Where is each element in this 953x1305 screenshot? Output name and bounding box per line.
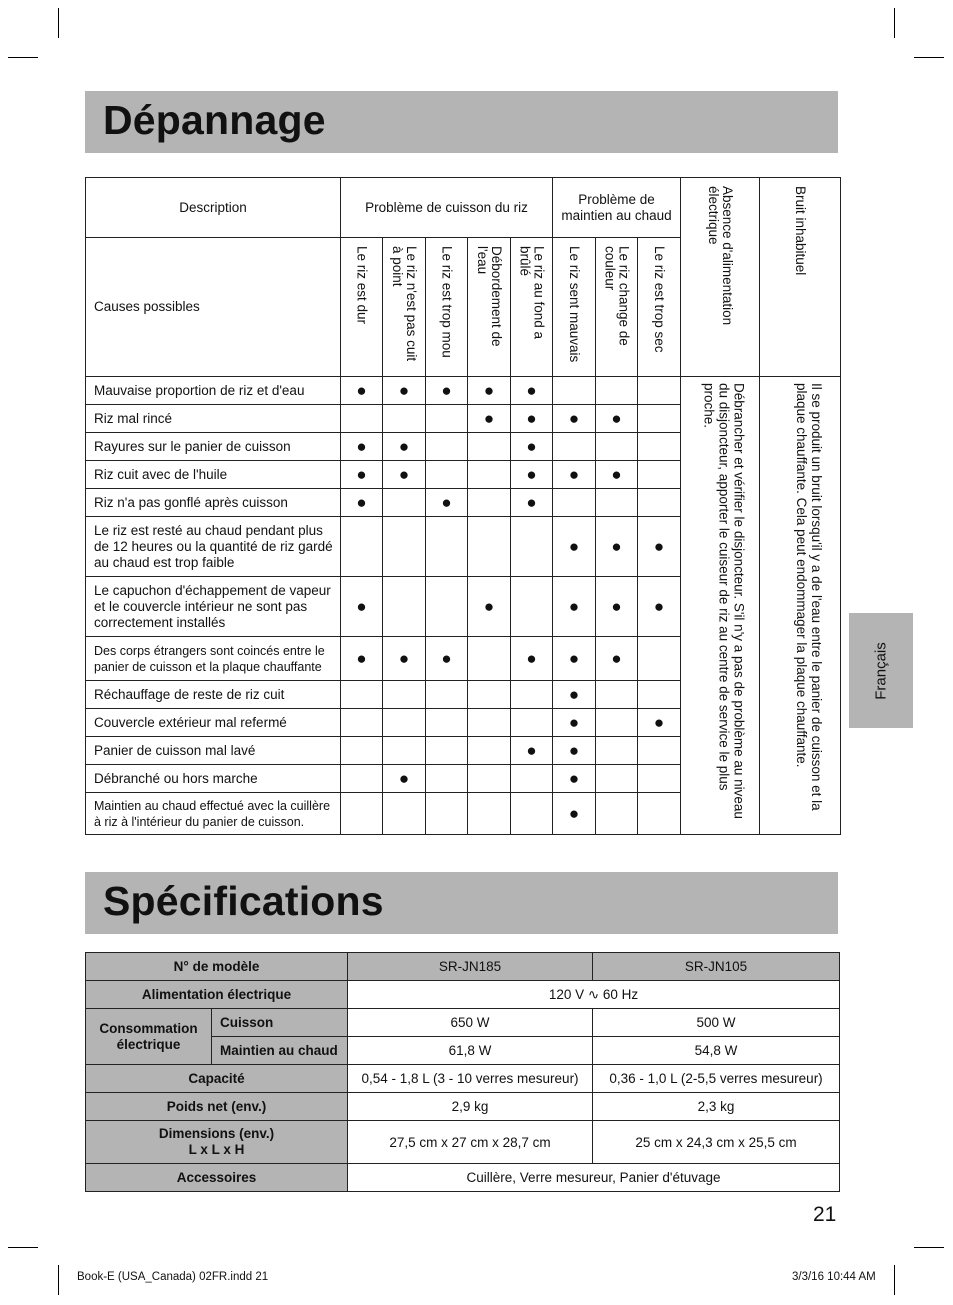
warming-problem-header: Problème de maintien au chaud: [553, 178, 681, 238]
empty-cell: [638, 489, 681, 517]
dot-mark: ●: [468, 577, 511, 637]
footer-datetime: 3/3/16 10:44 AM: [792, 1271, 876, 1283]
dot-mark: ●: [553, 709, 596, 737]
dot-mark: ●: [511, 737, 553, 765]
warming-1: 61,8 W: [348, 1037, 593, 1065]
cause-cell: Mauvaise proportion de riz et d'eau: [86, 377, 341, 405]
weight-1: 2,9 kg: [348, 1093, 593, 1121]
empty-cell: [596, 377, 638, 405]
empty-cell: [383, 517, 426, 577]
cause-cell: Débranché ou hors marche: [86, 765, 341, 793]
empty-cell: [426, 681, 468, 709]
empty-cell: [468, 489, 511, 517]
empty-cell: [511, 517, 553, 577]
accessories-label: Accessoires: [86, 1164, 348, 1192]
symptom-header: Le riz n'est pas cuit à point: [383, 238, 426, 377]
dot-mark: ●: [511, 433, 553, 461]
dot-mark: ●: [596, 517, 638, 577]
power-supply-value: 120 V ∿ 60 Hz: [348, 981, 840, 1009]
empty-cell: [383, 709, 426, 737]
crop-mark: [8, 1247, 38, 1248]
troubleshooting-title: Dépannage: [103, 97, 326, 143]
noise-remedy: Il se produit un bruit lorsqu'il y a de l'eau entre le panier de cuisson et la plaque chauffante. Cela peut endommager la plaque chauffante.: [760, 377, 841, 835]
empty-cell: [383, 737, 426, 765]
crop-mark: [894, 1265, 895, 1295]
dot-mark: ●: [341, 433, 383, 461]
causes-header: Causes possibles: [86, 238, 341, 377]
crop-mark: [58, 1265, 59, 1295]
capacity-1: 0,54 - 1,8 L (3 - 10 verres mesureur): [348, 1065, 593, 1093]
dot-mark: ●: [553, 793, 596, 835]
dot-mark: ●: [341, 577, 383, 637]
dot-mark: ●: [553, 577, 596, 637]
dimensions-2: 25 cm x 24,3 cm x 25,5 cm: [593, 1121, 840, 1164]
empty-cell: [426, 709, 468, 737]
empty-cell: [511, 681, 553, 709]
cause-cell: Riz n'a pas gonflé après cuisson: [86, 489, 341, 517]
empty-cell: [341, 737, 383, 765]
specifications-title: Spécifications: [103, 878, 384, 924]
empty-cell: [468, 765, 511, 793]
dot-mark: ●: [553, 737, 596, 765]
dot-mark: ●: [511, 377, 553, 405]
crop-mark: [914, 1247, 944, 1248]
table-row: [86, 377, 841, 405]
specifications-banner: [85, 872, 838, 934]
empty-cell: [638, 461, 681, 489]
empty-cell: [468, 637, 511, 681]
dot-mark: ●: [553, 517, 596, 577]
dot-mark: ●: [341, 637, 383, 681]
dot-mark: ●: [638, 517, 681, 577]
dot-mark: ●: [426, 489, 468, 517]
empty-cell: [426, 405, 468, 433]
cause-cell: Le capuchon d'échappement de vapeur et le couvercle intérieur ne sont pas correctement installés: [86, 577, 341, 637]
empty-cell: [638, 637, 681, 681]
crop-mark: [8, 57, 38, 58]
empty-cell: [341, 793, 383, 835]
empty-cell: [426, 765, 468, 793]
unusual-noise-header: Bruit inhabituel: [760, 178, 841, 377]
empty-cell: [426, 461, 468, 489]
dot-mark: ●: [468, 405, 511, 433]
empty-cell: [511, 793, 553, 835]
dot-mark: ●: [511, 637, 553, 681]
empty-cell: [426, 517, 468, 577]
dot-mark: ●: [511, 461, 553, 489]
empty-cell: [468, 793, 511, 835]
empty-cell: [638, 681, 681, 709]
consumption-label: Consommation électrique: [86, 1009, 212, 1065]
dot-mark: ●: [553, 461, 596, 489]
troubleshooting-banner: [85, 91, 838, 153]
empty-cell: [596, 709, 638, 737]
empty-cell: [426, 793, 468, 835]
empty-cell: [638, 793, 681, 835]
power-supply-label: Alimentation électrique: [86, 981, 348, 1009]
cooking-1: 650 W: [348, 1009, 593, 1037]
power-failure-header: Absence d'alimentation électrique: [681, 178, 760, 377]
dot-mark: ●: [383, 765, 426, 793]
empty-cell: [553, 489, 596, 517]
dot-mark: ●: [426, 637, 468, 681]
cooking-2: 500 W: [593, 1009, 840, 1037]
weight-2: 2,3 kg: [593, 1093, 840, 1121]
dot-mark: ●: [383, 637, 426, 681]
empty-cell: [596, 737, 638, 765]
empty-cell: [511, 709, 553, 737]
cooking-label: Cuisson: [212, 1009, 348, 1037]
empty-cell: [596, 793, 638, 835]
empty-cell: [638, 737, 681, 765]
crop-mark: [914, 57, 944, 58]
cause-cell: Couvercle extérieur mal refermé: [86, 709, 341, 737]
empty-cell: [596, 433, 638, 461]
weight-label: Poids net (env.): [86, 1093, 348, 1121]
empty-cell: [638, 433, 681, 461]
empty-cell: [341, 709, 383, 737]
warming-label: Maintien au chaud: [212, 1037, 348, 1065]
capacity-2: 0,36 - 1,0 L (2-5,5 verres mesureur): [593, 1065, 840, 1093]
dot-mark: ●: [553, 405, 596, 433]
crop-mark: [58, 8, 59, 38]
crop-mark: [894, 8, 895, 38]
model-2: SR-JN105: [593, 953, 840, 981]
dot-mark: ●: [553, 765, 596, 793]
empty-cell: [468, 433, 511, 461]
empty-cell: [553, 377, 596, 405]
empty-cell: [638, 405, 681, 433]
empty-cell: [468, 709, 511, 737]
dot-mark: ●: [341, 489, 383, 517]
empty-cell: [341, 405, 383, 433]
empty-cell: [426, 577, 468, 637]
accessories-value: Cuillère, Verre mesureur, Panier d'étuvage: [348, 1164, 840, 1192]
description-header: Description: [86, 178, 341, 238]
cause-cell: Des corps étrangers sont coincés entre le panier de cuisson et la plaque chauffante: [86, 637, 341, 681]
troubleshooting-table: [85, 177, 841, 835]
dot-mark: ●: [638, 709, 681, 737]
empty-cell: [383, 793, 426, 835]
model-1: SR-JN185: [348, 953, 593, 981]
dot-mark: ●: [383, 461, 426, 489]
dot-mark: ●: [426, 377, 468, 405]
dot-mark: ●: [596, 637, 638, 681]
empty-cell: [426, 737, 468, 765]
cause-cell: Panier de cuisson mal lavé: [86, 737, 341, 765]
dot-mark: ●: [638, 577, 681, 637]
dot-mark: ●: [511, 489, 553, 517]
symptom-header: Le riz est trop sec: [638, 238, 681, 377]
power-remedy: Débrancher et vérifier le disjoncteur. S'il n'y a pas de problème au niveau du disjoncteur, apporter le cuiseur de riz au centre de service le plus proche.: [681, 377, 760, 835]
empty-cell: [638, 377, 681, 405]
dot-mark: ●: [596, 405, 638, 433]
dot-mark: ●: [468, 377, 511, 405]
empty-cell: [341, 681, 383, 709]
footer-file: Book-E (USA_Canada) 02FR.indd 21: [77, 1271, 269, 1283]
dot-mark: ●: [511, 405, 553, 433]
symptom-header: Le riz change de couleur: [596, 238, 638, 377]
warming-2: 54,8 W: [593, 1037, 840, 1065]
cause-cell: Réchauffage de reste de riz cuit: [86, 681, 341, 709]
cause-cell: Riz cuit avec de l'huile: [86, 461, 341, 489]
empty-cell: [596, 681, 638, 709]
cause-cell: Rayures sur le panier de cuisson: [86, 433, 341, 461]
cause-cell: Le riz est resté au chaud pendant plus de 12 heures ou la quantité de riz gardé au chaud est trop faible: [86, 517, 341, 577]
empty-cell: [341, 765, 383, 793]
empty-cell: [638, 765, 681, 793]
empty-cell: [341, 517, 383, 577]
dot-mark: ●: [341, 461, 383, 489]
empty-cell: [468, 681, 511, 709]
dot-mark: ●: [596, 577, 638, 637]
language-tab: Français: [849, 613, 913, 728]
empty-cell: [383, 681, 426, 709]
empty-cell: [511, 577, 553, 637]
empty-cell: [468, 737, 511, 765]
empty-cell: [553, 433, 596, 461]
symptom-header: Le riz est trop mou: [426, 238, 468, 377]
empty-cell: [511, 765, 553, 793]
empty-cell: [383, 489, 426, 517]
dimensions-1: 27,5 cm x 27 cm x 28,7 cm: [348, 1121, 593, 1164]
empty-cell: [383, 405, 426, 433]
specifications-table: [85, 952, 840, 1192]
empty-cell: [596, 765, 638, 793]
cooking-problem-header: Problème de cuisson du riz: [341, 178, 553, 238]
symptom-header: Débordement de l'eau: [468, 238, 511, 377]
dimensions-label: Dimensions (env.) L x L x H: [86, 1121, 348, 1164]
cause-cell: Maintien au chaud effectué avec la cuillère à riz à l'intérieur du panier de cuisson.: [86, 793, 341, 835]
empty-cell: [426, 433, 468, 461]
empty-cell: [468, 517, 511, 577]
page-number: 21: [813, 1203, 837, 1226]
dot-mark: ●: [553, 681, 596, 709]
cause-cell: Riz mal rincé: [86, 405, 341, 433]
empty-cell: [383, 577, 426, 637]
dot-mark: ●: [596, 461, 638, 489]
empty-cell: [596, 489, 638, 517]
symptom-header: Le riz est dur: [341, 238, 383, 377]
empty-cell: [468, 461, 511, 489]
model-label: N° de modèle: [86, 953, 348, 981]
symptom-header: Le riz au fond a brûlé: [511, 238, 553, 377]
dot-mark: ●: [553, 637, 596, 681]
symptom-header: Le riz sent mauvais: [553, 238, 596, 377]
dot-mark: ●: [383, 433, 426, 461]
dot-mark: ●: [341, 377, 383, 405]
dot-mark: ●: [383, 377, 426, 405]
capacity-label: Capacité: [86, 1065, 348, 1093]
